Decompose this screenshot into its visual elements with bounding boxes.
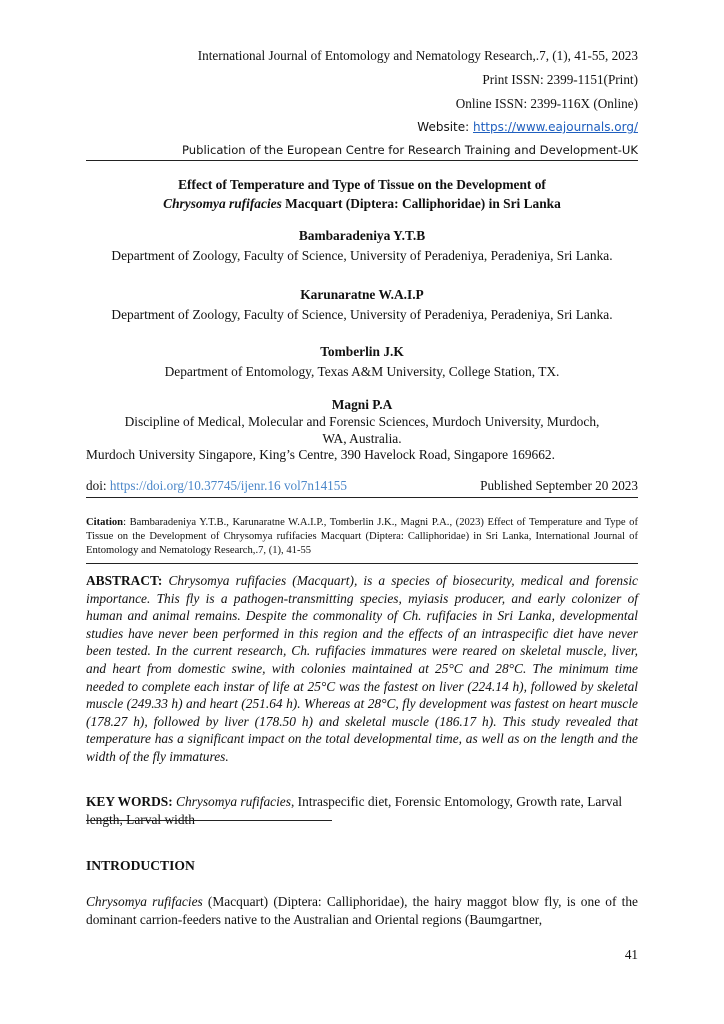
author-affiliation-cont: WA, Australia. — [322, 431, 402, 446]
header-divider — [86, 160, 638, 161]
abstract-label: ABSTRACT: — [86, 573, 163, 588]
author-affiliation: Discipline of Medical, Molecular and Forensic Sciences, Murdoch University, Murdoch, — [124, 414, 600, 429]
author-name: Magni P.A — [331, 397, 393, 412]
title-line-2-rest: Macquart (Diptera: Calliphoridae) in Sri Lanka — [281, 196, 561, 211]
published-date: Published September 20 2023 — [480, 478, 638, 493]
doi-divider — [86, 497, 638, 498]
paper-title — [86, 175, 638, 213]
page-number: 41 — [624, 947, 638, 962]
abstract-block — [86, 572, 638, 766]
keywords-block — [86, 793, 638, 828]
doi-row — [86, 478, 638, 494]
author-name: Bambaradeniya Y.T.B — [298, 228, 426, 243]
author-affiliation: Department of Entomology, Texas A&M University, College Station, TX. — [164, 364, 560, 379]
abstract-text: Chrysomya rufifacies (Macquart), is a species of biosecurity, medical and forensic importance. This fly is a pathogen-transmitting species, myiasis producer, and early colonizer of human and animal remains. Despite the commonality of Ch. rufifacies in Sri Lanka, developmental studies have never been performed in this region and the effects of an intraspecific diet have never been tested. In the current research, Ch. rufifacies immatures were reared on skeletal muscle, liver, and heart from domestic swine, with colonies maintained at 25°C and 28°C. The minimum time needed to complete each instar of life at 25°C was the fastest on liver (224.14 h), followed by skeletal muscle (249.33 h) and heart (251.64 h). Whereas at 28°C, fly development was fastest on heart muscle (178.27 h), followed by liver (178.50 h) and skeletal muscle (186.17 h). This study revealed that temperature has a significant impact on the total developmental time, as well as on the length and the width of the fly immatures. — [86, 573, 638, 764]
website-line — [417, 120, 638, 134]
keywords-divider — [86, 820, 332, 821]
intro-body: (Macquart) (Diptera: Calliphoridae), the hairy maggot blow fly, is one of the dominant carrion-feeders native to the Australian and Oriental regions (Baumgartner, — [86, 894, 638, 927]
keyword-species: Chrysomya rufifacies — [172, 794, 291, 809]
keywords-label: KEY WORDS: — [86, 794, 173, 809]
doi-link[interactable]: https://doi.org/10.37745/ijenr.16 vol7n14155 — [109, 478, 347, 493]
website-link[interactable]: https://www.eajournals.org/ — [473, 120, 638, 134]
doi-label: doi: — [86, 478, 110, 493]
author-affiliation-singapore: Murdoch University Singapore, King’s Centre, 390 Havelock Road, Singapore 169662. — [86, 447, 555, 462]
introduction-heading: INTRODUCTION — [86, 858, 195, 873]
citation-block — [86, 516, 638, 558]
print-issn: Print ISSN: 2399-1151(Print) — [482, 72, 638, 87]
author-name: Karunaratne W.A.I.P — [300, 287, 424, 302]
website-label: Website: — [417, 120, 473, 134]
keywords-rest: , Intraspecific diet, Forensic Entomology, Growth rate, Larval length, Larval width — [86, 794, 623, 827]
journal-header: International Journal of Entomology and Nematology Research,.7, (1), 41-55, 2023 — [197, 48, 638, 63]
title-line-2 — [86, 194, 638, 213]
citation-text: : Bambaradeniya Y.T.B., Karunaratne W.A.I.P., Tomberlin J.K., Magni P.A., (2023) Effect of Temperature and Type of Tissue on the Development of Chrysomya rufifacies Macquart (Diptera: Calliphoridae) in Sri Lanka, International Journal of Entomology and Nematology Research,.7, (1), 41-55 — [86, 517, 638, 556]
introduction-text — [86, 893, 638, 929]
citation-label: Citation — [86, 517, 124, 528]
citation-divider — [86, 563, 638, 564]
title-line-1: Effect of Temperature and Type of Tissue on the Development of — [178, 177, 546, 192]
intro-species: Chrysomya rufifacies — [86, 894, 203, 909]
publisher-line: Publication of the European Centre for Research Training and Development-UK — [182, 143, 638, 157]
author-affiliation: Department of Zoology, Faculty of Science, University of Peradeniya, Peradeniya, Sri Lanka. — [111, 248, 613, 263]
author-name: Tomberlin J.K — [320, 344, 404, 359]
title-species: Chrysomya rufifacies — [163, 196, 282, 211]
author-affiliation: Department of Zoology, Faculty of Science, University of Peradeniya, Peradeniya, Sri Lanka. — [111, 307, 613, 322]
online-issn: Online ISSN: 2399-116X (Online) — [455, 96, 638, 111]
